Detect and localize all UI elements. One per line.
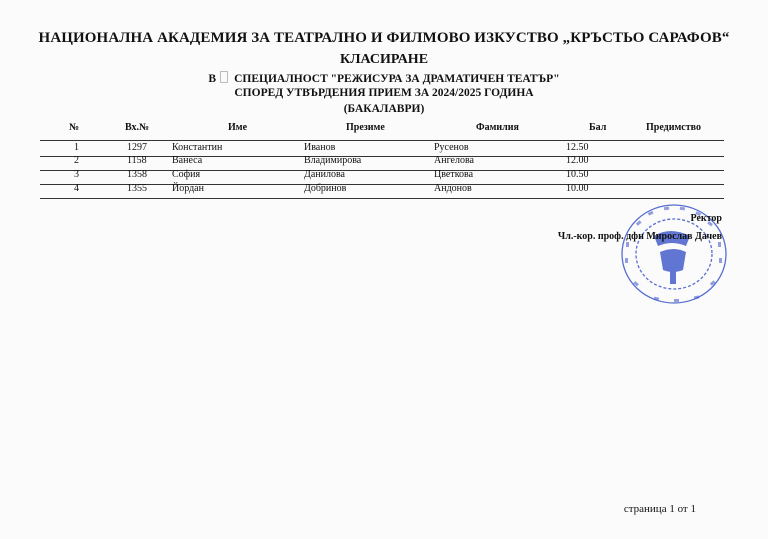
table-row <box>0 183 768 197</box>
page-number: страница 1 от 1 <box>623 503 696 515</box>
table-row <box>0 169 768 183</box>
cell-entry-number: 1297 <box>127 142 147 153</box>
table-bottom-rule <box>40 198 724 199</box>
cell-first-name: Ванеса <box>172 155 203 166</box>
cell-last-name: Ангелова <box>434 155 474 166</box>
specialty-line <box>0 71 768 85</box>
table-row <box>0 142 768 156</box>
cell-score: 10.50 <box>566 169 589 180</box>
institution-name: НАЦИОНАЛНА АКАДЕМИЯ ЗА ТЕАТРАЛНО И ФИЛМОВО ИЗКУСТВО „КРЪСТЬО САРАФОВ“ <box>38 30 730 46</box>
cell-score: 12.00 <box>566 155 589 166</box>
cell-score: 10.00 <box>566 183 589 194</box>
cell-number: 2 <box>74 155 79 166</box>
cell-middle-name: Добринов <box>304 183 347 194</box>
cell-first-name: Константин <box>172 142 223 153</box>
table-row <box>0 155 768 169</box>
cell-middle-name: Владимирова <box>304 155 362 166</box>
document-title: КЛАСИРАНЕ <box>339 52 429 67</box>
table-header-rule <box>40 140 724 141</box>
cell-last-name: Русенов <box>434 142 469 153</box>
regulation-line: СПОРЕД УТВЪРДЕНИЯ ПРИЕМ ЗА 2024/2025 ГОДИНА <box>234 87 534 99</box>
degree-line: (БАКАЛАВРИ) <box>343 103 425 115</box>
cell-entry-number: 1158 <box>127 155 147 166</box>
cell-middle-name: Иванов <box>304 142 336 153</box>
cell-score: 12.50 <box>566 142 589 153</box>
cell-entry-number: 1358 <box>127 169 147 180</box>
rector-title: Ректор <box>690 213 722 224</box>
cell-middle-name: Данилова <box>304 169 345 180</box>
column-header-number: № <box>69 122 80 133</box>
cell-number: 4 <box>74 183 79 194</box>
column-header-entry-number: Вх.№ <box>125 122 150 133</box>
cell-first-name: Йордан <box>172 183 204 194</box>
rector-name: Чл.-кор. проф. дфн Мирослав Дачев <box>557 231 722 242</box>
column-header-first-name: Име <box>228 122 248 133</box>
specialty-name: СПЕЦИАЛНОСТ "РЕЖИСУРА ЗА ДРАМАТИЧЕН ТЕАТЪР" <box>234 73 560 85</box>
cell-last-name: Цветкова <box>434 169 474 180</box>
column-header-score: Бал <box>589 122 607 133</box>
cell-first-name: София <box>172 169 201 180</box>
cell-number: 3 <box>74 169 79 180</box>
specialty-prefix: В <box>208 73 217 85</box>
column-header-last-name: Фамилия <box>476 122 519 133</box>
column-header-preference: Предимство <box>646 122 701 133</box>
cell-last-name: Андонов <box>434 183 472 194</box>
cell-number: 1 <box>74 142 79 153</box>
column-header-middle-name: Презиме <box>346 122 385 133</box>
checkbox-mark-icon <box>220 71 228 83</box>
cell-entry-number: 1355 <box>127 183 147 194</box>
